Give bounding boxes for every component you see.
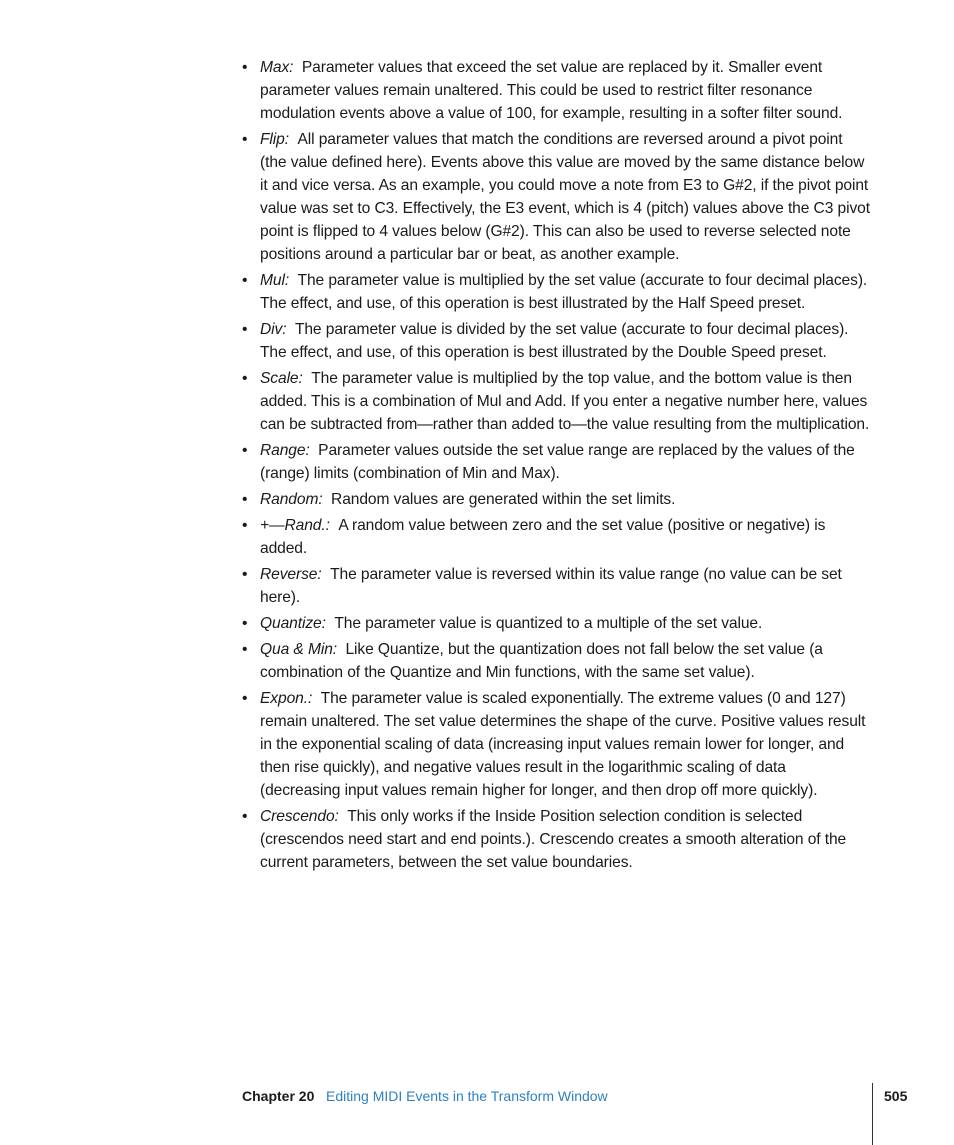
bullet: • — [242, 615, 248, 632]
list-item — [242, 514, 870, 560]
bullet: • — [242, 272, 248, 289]
bullet: • — [242, 517, 248, 534]
bullet: • — [242, 690, 248, 707]
item-term: +—Rand.: — [260, 517, 330, 534]
list-item — [242, 488, 870, 511]
item-description: A random value between zero and the set value (positive or negative) is added. — [260, 517, 826, 557]
chapter-label: Chapter 20 — [242, 1088, 315, 1104]
item-description: The parameter value is multiplied by the set value (accurate to four decimal places). The effect, and use, of this operation is best illustrated by the Half Speed preset. — [260, 272, 868, 312]
bullet: • — [242, 131, 248, 148]
item-term: Qua & Min: — [260, 641, 337, 658]
item-term: Expon.: — [260, 690, 313, 707]
item-description: The parameter value is scaled exponentially. The extreme values (0 and 127) remain unaltered. The set value determines the shape of the curve. Positive values result in the exponential scaling of data (increasing input values remain lower for longer, and then rise quickly), and negative values result in the logarithmic scaling of data (decreasing input values remain higher for longer, and then drop off more quickly). — [260, 690, 866, 799]
item-description: Random values are generated within the set limits. — [331, 491, 676, 508]
list-item — [242, 128, 870, 266]
list-item — [242, 612, 870, 635]
page-footer — [0, 1083, 954, 1145]
item-term: Random: — [260, 491, 323, 508]
item-description: The parameter value is reversed within its value range (no value can be set here). — [260, 566, 842, 606]
item-term: Quantize: — [260, 615, 326, 632]
item-description: Parameter values outside the set value range are replaced by the values of the (range) limits (combination of Min and Max). — [260, 442, 855, 482]
item-description: Like Quantize, but the quantization does not fall below the set value (a combination of the Quantize and Min functions, with the same set value). — [260, 641, 823, 681]
bullet: • — [242, 321, 248, 338]
item-description: This only works if the Inside Position selection condition is selected (crescendos need start and end points.). Crescendo creates a smooth alteration of the current parameters, between the set value boundaries. — [260, 808, 847, 871]
item-term: Crescendo: — [260, 808, 339, 825]
list-item — [242, 367, 870, 436]
page-body — [242, 56, 870, 877]
chapter-title-link[interactable]: Editing MIDI Events in the Transform Window — [326, 1088, 608, 1104]
item-term: Max: — [260, 59, 294, 76]
item-description: The parameter value is quantized to a multiple of the set value. — [334, 615, 763, 632]
bullet: • — [242, 59, 248, 76]
bullet: • — [242, 808, 248, 825]
page-number: 505 — [884, 1088, 908, 1104]
bullet: • — [242, 370, 248, 387]
item-term: Scale: — [260, 370, 303, 387]
item-term: Flip: — [260, 131, 289, 148]
list-item — [242, 805, 870, 874]
list-item — [242, 638, 870, 684]
list-item — [242, 56, 870, 125]
item-description: All parameter values that match the conditions are reversed around a pivot point (the value defined here). Events above this value are moved by the same distance below it and vice versa. As an example, you could move a note from E3 to G#2, if the pivot point value was set to C3. Effectively, the E3 event, which is 4 (pitch) values above the C3 pivot point is flipped to 4 values below (G#2). This can also be used to reverse selected note positions around a particular bar or beat, as another example. — [260, 131, 870, 263]
bullet: • — [242, 491, 248, 508]
list-item — [242, 269, 870, 315]
item-description: Parameter values that exceed the set value are replaced by it. Smaller event parameter values remain unaltered. This could be used to restrict filter resonance modulation events above a value of 100, for example, resulting in a softer filter sound. — [260, 59, 843, 122]
item-term: Range: — [260, 442, 310, 459]
item-description: The parameter value is multiplied by the top value, and the bottom value is then added. This is a combination of Mul and Add. If you enter a negative number here, values can be subtracted from—rather than added to—the value resulting from the multiplication. — [260, 370, 870, 433]
item-term: Div: — [260, 321, 287, 338]
item-term: Reverse: — [260, 566, 322, 583]
list-item — [242, 439, 870, 485]
item-term: Mul: — [260, 272, 290, 289]
list-item — [242, 687, 870, 802]
bullet: • — [242, 566, 248, 583]
list-item — [242, 318, 870, 364]
item-description: The parameter value is divided by the set value (accurate to four decimal places). The effect, and use, of this operation is best illustrated by the Double Speed preset. — [260, 321, 849, 361]
bullet: • — [242, 442, 248, 459]
footer-divider — [872, 1083, 873, 1145]
operation-list — [242, 56, 870, 874]
bullet: • — [242, 641, 248, 658]
list-item — [242, 563, 870, 609]
